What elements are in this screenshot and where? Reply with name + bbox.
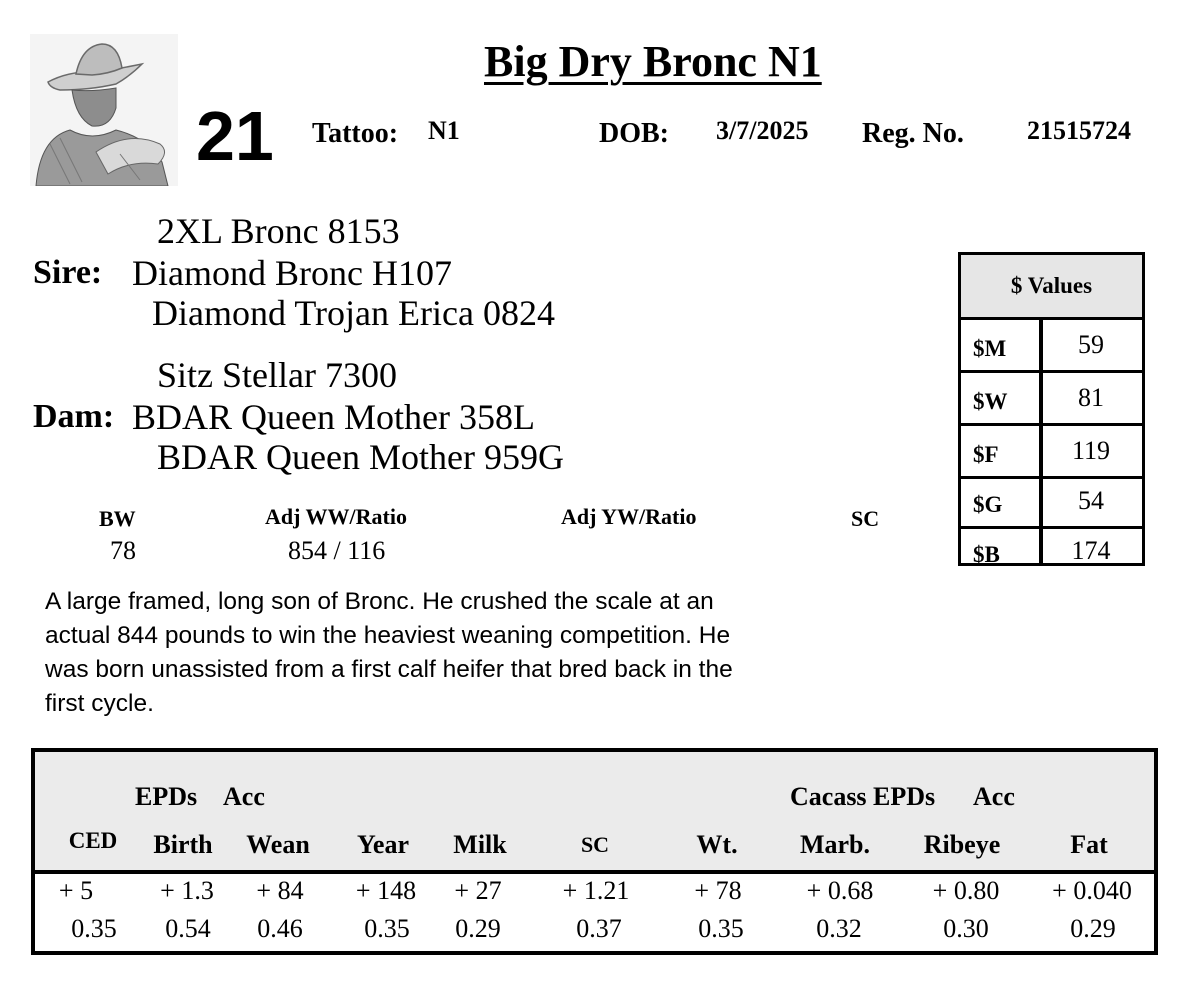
dollar-values-title: $ Values <box>961 255 1142 320</box>
perf-header-sc: SC <box>851 506 880 531</box>
sire-label: Sire: <box>33 254 103 291</box>
epd-acc-wean: 0.46 <box>257 914 303 943</box>
dollar-value-label: $W <box>973 389 1008 414</box>
epd-value-wean: + 84 <box>256 876 304 905</box>
dollar-value-label: $B <box>973 542 1000 567</box>
dollar-value-row-m <box>961 320 1142 373</box>
epd-acc-ribeye: 0.30 <box>943 914 989 943</box>
epd-value-birth: + 1.3 <box>160 876 214 905</box>
dollar-value-row-w <box>961 373 1142 426</box>
dob-value: 3/7/2025 <box>716 116 809 145</box>
carcass-epd-acc-label: Acc <box>973 782 1015 811</box>
sire-name: Diamond Bronc H107 <box>132 253 452 293</box>
perf-header-ww: Adj WW/Ratio <box>265 504 407 529</box>
epd-col-sc: SC <box>580 832 610 857</box>
dollar-value-row-f <box>961 426 1142 479</box>
epd-acc-sc: 0.37 <box>576 914 622 943</box>
perf-header-yw: Adj YW/Ratio <box>561 504 697 529</box>
dob-label: DOB: <box>599 118 669 149</box>
dam-dam: BDAR Queen Mother 959G <box>157 437 564 477</box>
epd-group-acc-label: Acc <box>223 782 265 811</box>
epd-col-ced: CED <box>68 828 118 853</box>
dollar-value-label: $G <box>973 492 1003 517</box>
epd-col-wt: Wt. <box>696 830 738 859</box>
perf-value-ww: 854 / 116 <box>288 536 386 565</box>
epd-col-milk: Milk <box>453 830 507 859</box>
dam-label: Dam: <box>33 398 115 435</box>
lot-number: 21 <box>196 97 274 175</box>
tattoo-value: N1 <box>428 116 460 145</box>
epd-value-sc: + 1.21 <box>562 876 630 905</box>
epd-table-header <box>35 752 1154 874</box>
epd-value-milk: + 27 <box>454 876 502 905</box>
dam-sire: Sitz Stellar 7300 <box>157 355 397 395</box>
epd-value-year: + 148 <box>355 876 417 905</box>
perf-header-bw: BW <box>99 506 136 531</box>
ranch-logo-cowboy <box>30 34 178 186</box>
epd-acc-ced: 0.35 <box>71 914 117 943</box>
dollar-value-label: $M <box>973 336 1007 361</box>
epd-col-marb: Marb. <box>799 830 871 859</box>
epd-value-ribeye: + 0.80 <box>932 876 1000 905</box>
dollar-value: 54 <box>1078 486 1104 515</box>
epd-acc-birth: 0.54 <box>165 914 211 943</box>
epd-acc-milk: 0.29 <box>455 914 501 943</box>
dollar-values-table <box>958 252 1145 566</box>
dollar-value: 59 <box>1078 330 1104 359</box>
epd-acc-fat: 0.29 <box>1070 914 1116 943</box>
epd-value-fat: + 0.040 <box>1052 876 1132 905</box>
perf-value-bw: 78 <box>110 536 136 565</box>
epd-col-fat: Fat <box>1070 830 1108 859</box>
reg-label: Reg. No. <box>862 118 964 149</box>
dollar-value-row-g <box>961 476 1142 529</box>
epd-col-wean: Wean <box>246 830 310 859</box>
epd-value-ced: + 5 <box>58 876 94 905</box>
dollar-value: 174 <box>1071 536 1111 565</box>
epd-col-ribeye: Ribeye <box>923 830 1001 859</box>
dollar-value-row-b <box>961 526 1142 576</box>
dollar-value-label: $F <box>973 442 999 467</box>
dollar-value: 81 <box>1078 383 1104 412</box>
animal-title: Big Dry Bronc N1 <box>484 37 822 86</box>
epd-acc-year: 0.35 <box>364 914 410 943</box>
epd-acc-wt: 0.35 <box>698 914 744 943</box>
reg-number: 21515724 <box>1027 116 1131 145</box>
epd-value-wt: + 78 <box>694 876 742 905</box>
epd-value-marb: + 0.68 <box>806 876 874 905</box>
carcass-epd-group-label: Cacass EPDs <box>790 782 936 811</box>
animal-description: A large framed, long son of Bronc. He crushed the scale at an actual 844 pounds to win the heaviest weaning competition. He was born unassisted from a first calf heifer that bred back in the first cycle. <box>45 588 733 717</box>
epd-col-year: Year <box>357 830 409 859</box>
dollar-value: 119 <box>1071 436 1111 465</box>
epd-acc-marb: 0.32 <box>816 914 862 943</box>
tattoo-label: Tattoo: <box>312 118 399 149</box>
sire-sire: 2XL Bronc 8153 <box>157 211 400 251</box>
epd-group-label: EPDs <box>135 782 198 811</box>
epd-table <box>31 748 1158 955</box>
dam-name: BDAR Queen Mother 358L <box>132 397 535 437</box>
sire-dam: Diamond Trojan Erica 0824 <box>152 293 555 333</box>
epd-col-birth: Birth <box>153 830 213 859</box>
